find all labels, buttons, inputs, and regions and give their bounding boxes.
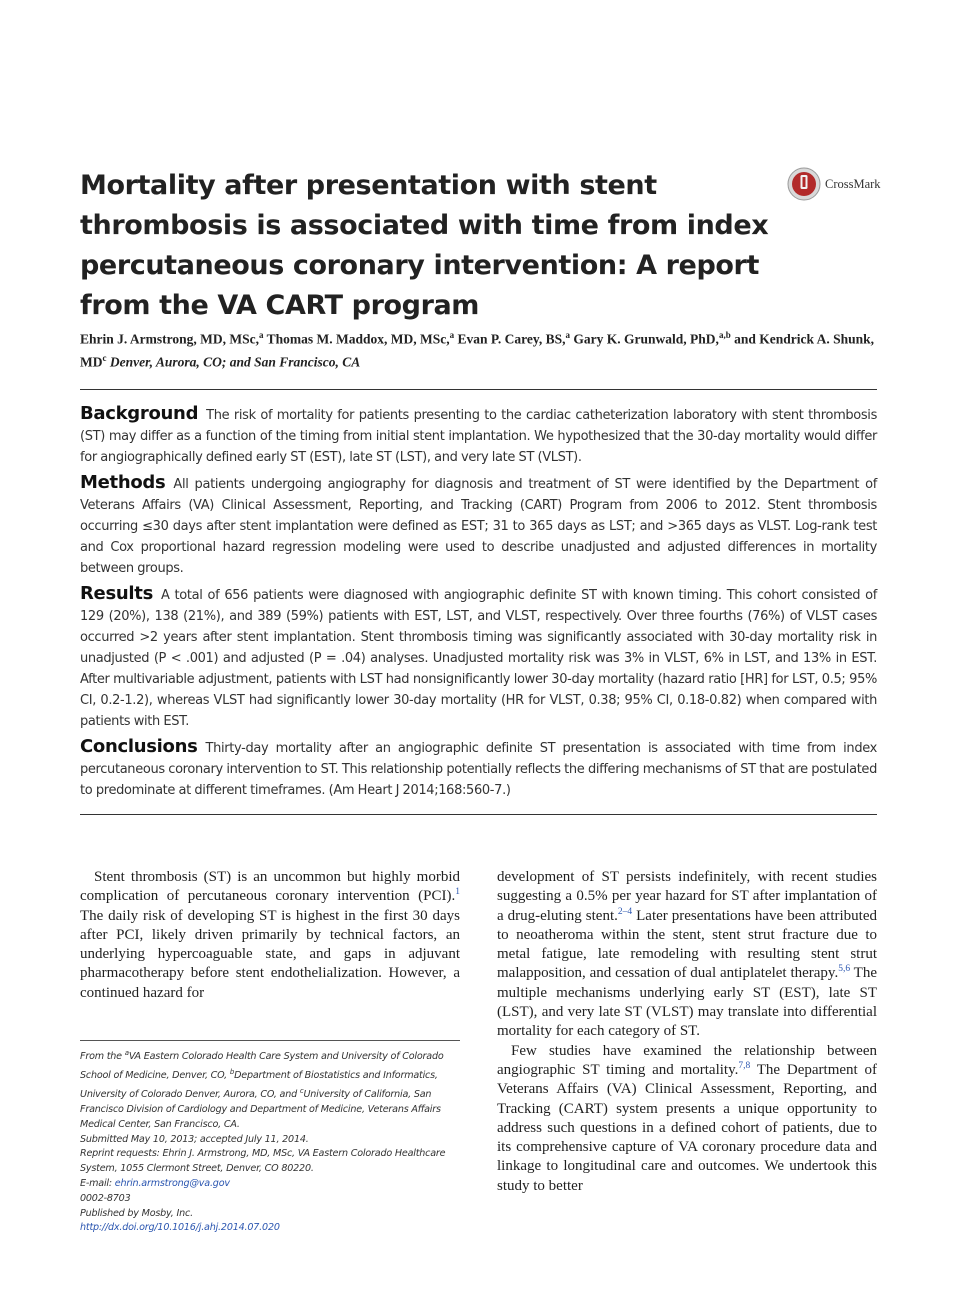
- footnote-divider: [80, 1040, 460, 1041]
- affiliation-marker: b: [229, 1067, 235, 1076]
- body-paragraph: [497, 868, 877, 1042]
- article-title: Mortality after presentation with stent thrombosis is associated with time from index percutaneous coronary intervention: A report from the VA CART program: [80, 170, 769, 321]
- abstract-methods: [80, 472, 877, 579]
- body-text: Few studies have examined the relationship between angiographic ST timing and mortality.: [497, 1042, 877, 1078]
- body-text: The Department of Veterans Affairs (VA) Clinical Assessment, Reporting, and Tracking (CART) system presents a unique opportunity to address such questions in a defined cohort of patients, due to its comprehensive capture of VA coronary procedure data and linkage to longitudinal care and outcomes. We undertook this study to better: [497, 1061, 877, 1194]
- author-conjunction: and: [734, 331, 756, 347]
- issn: 0002-8703: [80, 1192, 131, 1204]
- crossmark-icon: [787, 167, 821, 201]
- abstract: [80, 403, 877, 805]
- abstract-text: A total of 656 patients were diagnosed with angiographic definite ST with known timing. This cohort consisted of 129 (20%), 138 (21%), and 389 (59%) patients with EST, LST, and VLST, respectively. Over three fourths (76%) of VLST cases occurred >2 years after stent implantation. Stent thrombosis timing was significantly associated with 30-day mortality risk in unadjusted (P < .001) and adjusted (P = .04) analyses. Unadjusted mortality risk was 3% in VLST, 6% in LST, and 13% in EST. After multivariable adjustment, patients with LST had nonsignificantly lower 30-day mortality (hazard ratio [HR] for LST, 0.5; 95% CI, 0.2-1.2), whereas VLST had significantly lower 30-day mortality (HR for VLST, 0.38; 95% CI, 0.18-0.82) when compared with patients with EST.: [80, 588, 877, 729]
- affiliation-marker: a: [449, 330, 455, 340]
- submission-dates: Submitted May 10, 2013; accepted July 11, 2014.: [80, 1133, 309, 1145]
- abstract-text: All patients undergoing angiography for diagnosis and treatment of ST were identified by the Department of Veterans Affairs (VA) Clinical Assessment, Reporting, and Tracking (CART) Program from 2006 to 2012. Stent thrombosis occurring ≤30 days after stent implantation were defined as EST; 31 to 365 days as LST; and >365 days as VLST. Log-rank test and Cox proportional hazard regression modeling were used to describe unadjusted and adjusted differences in mortality between groups.: [80, 477, 877, 576]
- author-name: Evan P. Carey, BS,: [457, 331, 566, 347]
- abstract-text: The risk of mortality for patients presenting to the cardiac catheterization laboratory with stent thrombosis (ST) may differ as a function of the timing from initial stent implantation. We hypothesized that the 30-day mortality would differ for angiographically defined early ST (EST), late ST (LST), and very late ST (VLST).: [80, 408, 877, 465]
- affiliation-marker: a: [124, 1049, 129, 1057]
- abstract-heading: Background: [80, 403, 199, 424]
- footnote-text: VA Eastern Colorado Health Care System and University of Colorado School of Medicine, Denver, CO,: [80, 1051, 444, 1082]
- body-text: Later presentations have been attributed to neoatheroma within the stent, stent strut fracture due to metal fatigue, late remodeling with resulting stent strut malapposition, and cessation of dual antiplatelet therapy.: [497, 907, 877, 982]
- abstract-background: [80, 403, 877, 468]
- affiliation-marker: a: [259, 330, 264, 340]
- affiliation-marker: a: [565, 330, 571, 340]
- citation-link[interactable]: 7,8: [738, 1060, 751, 1071]
- citation-link[interactable]: 5,6: [838, 964, 851, 975]
- email-link[interactable]: ehrin.armstrong@va.gov: [114, 1177, 230, 1189]
- footnote-text: Department of Biostatistics and Informatics, University of Colorado Denver, Aurora, CO, and: [80, 1070, 438, 1101]
- footnote-text: University of California, San Francisco Division of Cardiology and Department of Medicine, Veterans Affairs Medical Center, San Francisco, CA.: [80, 1089, 441, 1130]
- body-text: The multiple mechanisms underlying early ST (EST), late ST (LST), and very late ST (VLST) may translate into differential mortality for each category of ST.: [497, 965, 877, 1040]
- author-name: Ehrin J. Armstrong, MD, MSc,: [80, 331, 259, 347]
- body-paragraph: [497, 1042, 877, 1196]
- body-paragraph: [80, 868, 460, 1003]
- affiliation-marker: a,b: [718, 330, 731, 340]
- crossmark-badge[interactable]: [787, 166, 887, 202]
- body-column-left: [80, 868, 460, 1003]
- body-text: development of ST persists indefinitely, with recent studies suggesting a 0.5% per year hazard for ST after implantation of a drug-eluting stent.: [497, 869, 877, 924]
- doi-link[interactable]: http://dx.doi.org/10.1016/j.ahj.2014.07.020: [80, 1222, 280, 1234]
- email-label: E-mail:: [80, 1177, 115, 1189]
- abstract-text: Thirty-day mortality after an angiographic definite ST presentation is associated with time from index percutaneous coronary intervention to ST. This relationship potentially reflects the differing mechanisms of ST that are postulated to predominate at different timeframes. (Am Heart J 2014;168:560-7.): [80, 741, 877, 798]
- abstract-heading: Methods: [80, 472, 166, 493]
- abstract-results: [80, 583, 877, 732]
- abstract-heading: Results: [80, 583, 153, 604]
- affiliation-marker: c: [299, 1086, 304, 1095]
- author-name: Kendrick A. Shunk, MD: [80, 331, 875, 369]
- affiliation-marker: c: [102, 352, 107, 363]
- body-text: The daily risk of developing ST is highest in the first 30 days after PCI, likely driven primarily by technical factors, an underlying hypercoaguable state, and gaps in adjuvant pharmacotherapy before stent endothelialization. However, a continued hazard for: [80, 907, 460, 1001]
- abstract-conclusions: [80, 736, 877, 801]
- crossmark-label: CrossMark: [825, 176, 881, 191]
- footnote-text: From the: [80, 1051, 125, 1063]
- citation-link[interactable]: 2–4: [617, 906, 633, 917]
- body-column-right: [497, 868, 877, 1196]
- affiliations-footnote: [80, 1046, 460, 1133]
- body-text: Stent thrombosis (ST) is an uncommon but highly morbid complication of percutaneous coronary intervention (PCI).: [80, 869, 460, 905]
- publisher: Published by Mosby, Inc.: [80, 1207, 193, 1219]
- abstract-top-divider: [80, 389, 877, 390]
- citation-link[interactable]: 1: [455, 887, 460, 898]
- author-places: Denver, Aurora, CO; and San Francisco, CA: [109, 354, 361, 369]
- abstract-heading: Conclusions: [80, 736, 198, 757]
- author-name: Thomas M. Maddox, MD, MSc,: [266, 331, 450, 347]
- author-name: Gary K. Grunwald, PhD,: [573, 331, 719, 347]
- author-list: [80, 326, 880, 371]
- footnotes: [80, 1046, 460, 1236]
- abstract-bottom-divider: [80, 814, 877, 815]
- reprint-requests: Reprint requests: Ehrin J. Armstrong, MD, MSc, VA Eastern Colorado Healthcare System, 1055 Clermont Street, Denver, CO 80220.: [80, 1148, 446, 1175]
- email-line: [80, 1177, 460, 1192]
